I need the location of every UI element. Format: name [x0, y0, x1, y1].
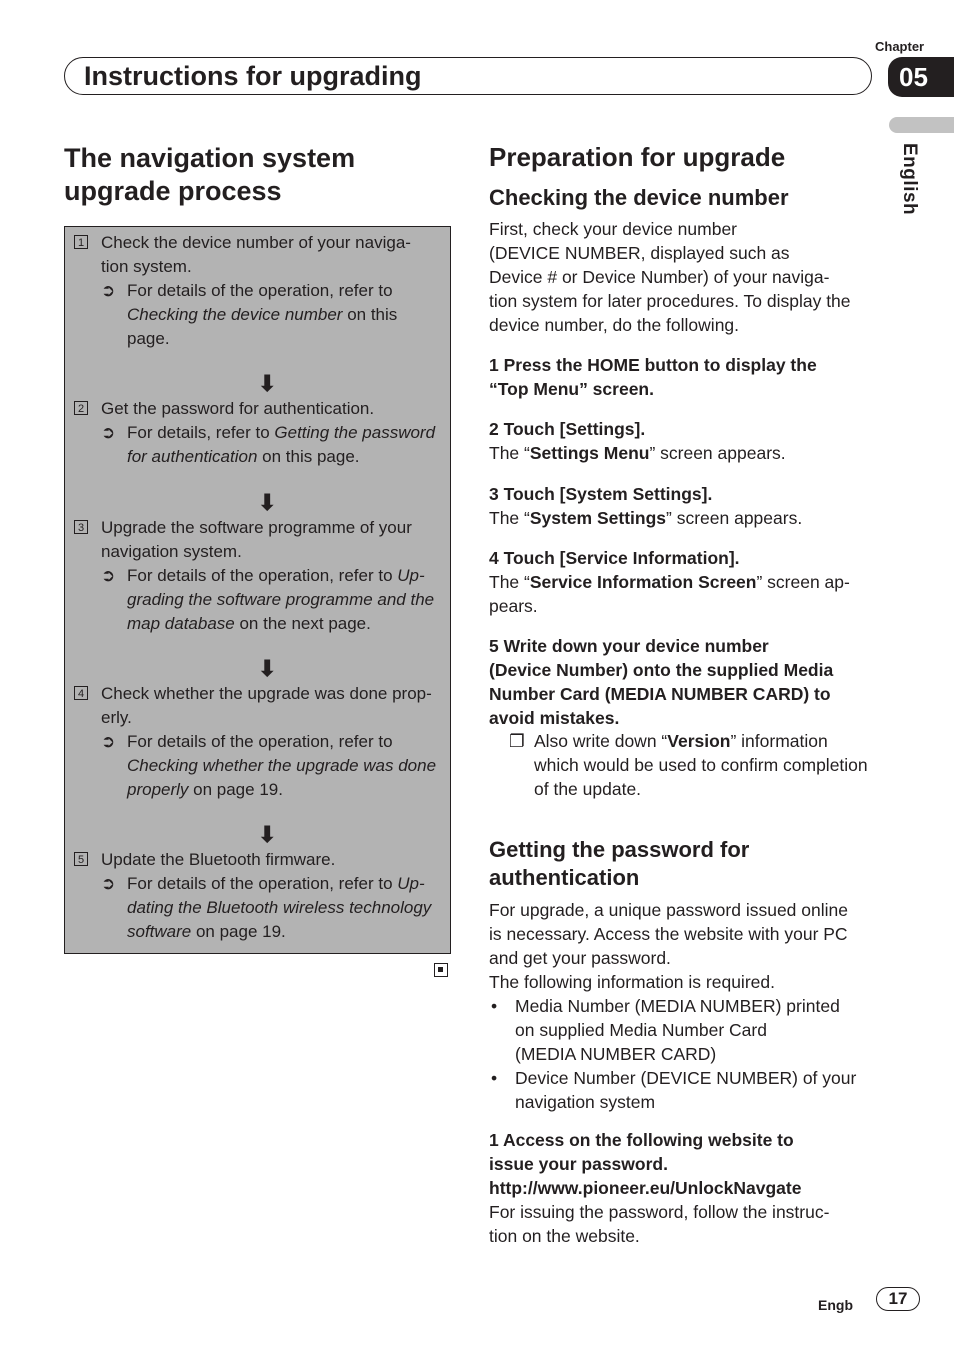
password-intro: For upgrade, a unique password issued online is necessary. Access the website with your PC and get your password. The following information is required. • Media Number (MEDIA NUMBER) printed on supplied Media Number Card (MEDIA NUMBER CARD) • Device Number (DEVICE NUMBER) of your navigation system [489, 898, 879, 1114]
step-3: 3 Touch [System Settings]. The “System Settings” screen appears. [489, 484, 803, 528]
language-label: English [899, 143, 920, 216]
checkbox-bullet-icon: ❐ [509, 731, 525, 751]
section-title: Instructions for upgrading [84, 61, 422, 91]
chapter-number: 05 [888, 57, 954, 97]
password-heading: Getting the password for authentication [489, 837, 750, 890]
access-website-step: 1 Access on the following website to issue your password. http://www.pioneer.eu/UnlockNavgate For issuing the password, follow the instruc- tion on the website. [489, 1128, 879, 1248]
version-note: ❐ Also write down “Version” information which would be used to confirm completion of the update. [509, 731, 868, 799]
upgrade-flow-box [64, 226, 451, 954]
step-number: 5 [74, 852, 88, 866]
intro-paragraph: First, check your device number (DEVICE NUMBER, displayed such as Device # or Device Number) of your naviga- tion system for later procedures. To display the device number, do the following. [489, 219, 851, 335]
step-number: 4 [74, 686, 88, 700]
list-item: • Media Number (MEDIA NUMBER) printed on supplied Media Number Card (MEDIA NUMBER CARD) [491, 996, 840, 1064]
bullet-icon: • [491, 996, 498, 1016]
flow-step-1: 1 Check the device number of your naviga- tion system. ➲ For details of the operation, refer to Checking the device number on this page. [74, 231, 446, 351]
locale-code: Engb [818, 1297, 853, 1313]
reference-note: ➲ For details of the operation, refer to Checking whether the upgrade was done properly on page 19. [101, 732, 437, 799]
website-url: http://www.pioneer.eu/UnlockNavgate [489, 1178, 802, 1198]
step-number: 3 [74, 520, 88, 534]
flow-step-5: 5 Update the Bluetooth firmware. ➲ For details of the operation, refer to Up- dating the Bluetooth wireless technology software on page 19. [74, 848, 446, 944]
down-arrow-icon: ⬇ [258, 822, 277, 847]
reference-note: ➲ For details of the operation, refer to Up- grading the software programme and the map database on the next page. [101, 566, 435, 633]
arrow-right-icon: ➲ [101, 566, 116, 585]
down-arrow-icon: ⬇ [258, 656, 277, 681]
bullet-icon: • [491, 1068, 498, 1088]
step-5-heading: 5 Write down your device number (Device Number) onto the supplied Media Number Card (MEDIA NUMBER CARD) to avoid mistakes. [489, 636, 834, 728]
arrow-right-icon: ➲ [101, 732, 116, 751]
step-number: 2 [74, 401, 88, 415]
reference-note: ➲ For details, refer to Getting the password for authentication on this page. [101, 423, 436, 466]
step-1-heading: 1 Press the HOME button to display the “Top Menu” screen. [489, 355, 817, 399]
chapter-label: Chapter [875, 39, 925, 54]
arrow-right-icon: ➲ [101, 281, 116, 300]
right-heading: Preparation for upgrade [489, 142, 786, 172]
arrow-right-icon: ➲ [101, 423, 116, 442]
flow-step-4: 4 Check whether the upgrade was done prop- erly. ➲ For details of the operation, refer to Checking whether the upgrade was done properly on page 19. [74, 682, 446, 802]
down-arrow-icon: ⬇ [258, 490, 277, 515]
reference-note: ➲ For details of the operation, refer to Checking the device number on this page. [101, 281, 398, 348]
step-number: 1 [74, 235, 88, 249]
language-tab [889, 117, 954, 133]
section-end-icon [434, 963, 448, 977]
left-heading: The navigation system upgrade process [64, 143, 356, 206]
arrow-right-icon: ➲ [101, 874, 116, 893]
step-2: 2 Touch [Settings]. The “Settings Menu” screen appears. [489, 419, 786, 463]
flow-step-2: 2 Get the password for authentication. ➲ For details, refer to Getting the password for authentication on this page. [74, 397, 446, 469]
down-arrow-icon: ⬇ [258, 371, 277, 396]
flow-step-3: 3 Upgrade the software programme of your navigation system. ➲ For details of the operation, refer to Up- grading the software programme and the map database on the next page. [74, 516, 446, 636]
reference-note: ➲ For details of the operation, refer to Up- dating the Bluetooth wireless technology software on page 19. [101, 874, 432, 941]
step-4: 4 Touch [Service Information]. The “Service Information Screen” screen ap- pears. [489, 548, 850, 616]
checking-device-number-heading: Checking the device number [489, 185, 789, 210]
list-item: • Device Number (DEVICE NUMBER) of your navigation system [491, 1068, 857, 1112]
page-number: 17 [876, 1287, 920, 1311]
